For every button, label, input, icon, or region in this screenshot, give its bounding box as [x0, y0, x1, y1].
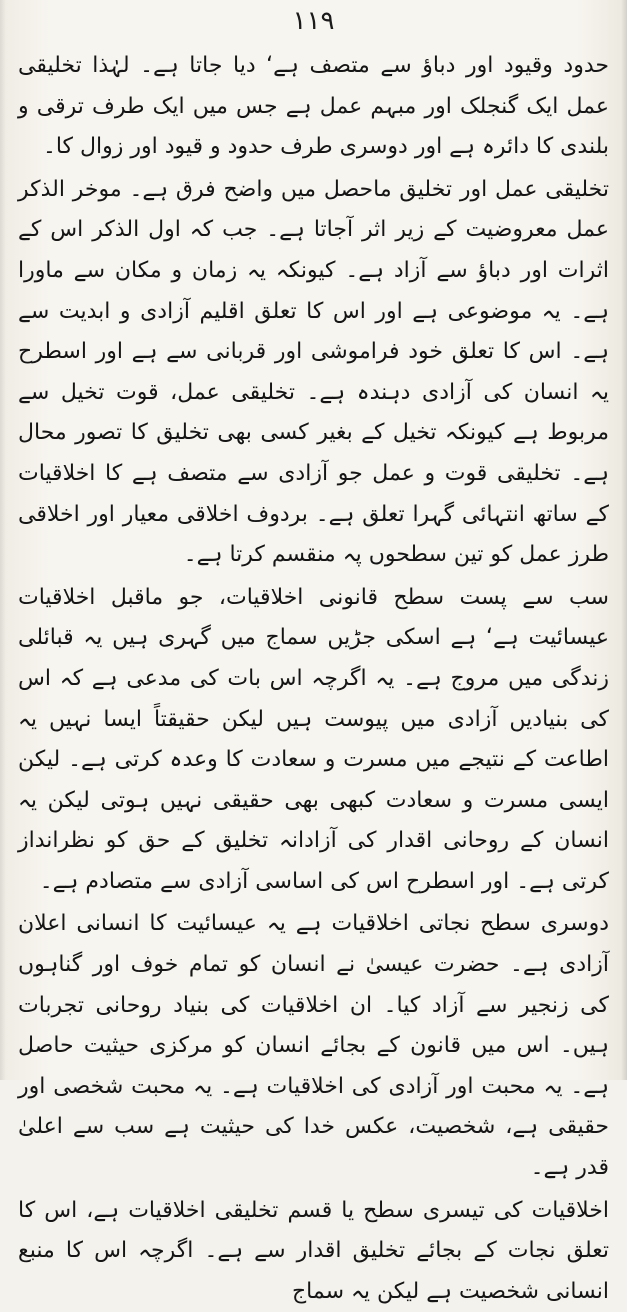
- paragraph-4: دوسری سطح نجاتی اخلاقیات ہے یہ عیسائیت کا انسانی اعلان آزادی ہے۔ حضرت عیسیٰ نے انسان کو تمام خوف اور گناہوں کی زنجیر سے آزاد کیا۔ ان اخلاقیات کی بنیاد روحانی تجربات ہیں۔ اس میں قانون کے بجائے انسان کو مرکزی حیثیت حاصل ہے۔ یہ محبت اور آزادی کی اخلاقیات ہے۔ یہ محبت شخصی اور حقیقی ہے، شخصیت، عکس خدا کی حیثیت ہے سب سے اعلیٰ قدر ہے۔: [18, 911, 609, 1181]
- scan-shadow-right: [621, 0, 627, 1080]
- page-body-text: [18, 46, 609, 1312]
- paragraph-3: سب سے پست سطح قانونی اخلاقیات، جو ماقبل اخلاقیات عیسائیت ہے‘ ہے اسکی جڑیں سماج میں گہری ہیں یہ قبائلی زندگی میں مروج ہے۔ یہ اگرچہ اس بات کی مدعی ہے کہ اس کی بنیادیں آزادی میں پیوست ہیں لیکن حقیقتاً ایسا نہیں یہ اطاعت کے نتیجے میں مسرت و سعادت کا وعدہ کرتی ہے۔ لیکن ایسی مسرت و سعادت کبھی بھی حقیقی نہیں ہوتی لیکن یہ انسان کے روحانی اقدار کی آزادانہ تخلیق کے حق کو نظرانداز کرتی ہے۔ اور اسطرح اس کی اساسی آزادی سے متصادم ہے۔: [18, 584, 609, 894]
- scan-shadow-left: [0, 0, 6, 1080]
- paragraph-2: تخلیقی عمل اور تخلیق ماحصل میں واضح فرق ہے۔ موخر الذکر عمل معروضیت کے زیر اثر آجاتا ہے۔ جب کہ اول الذکر اس کے اثرات اور دباؤ سے آزاد ہے۔ کیونکہ یہ زمان و مکان سے ماورا ہے۔ یہ موضوعی ہے اور اس کا تعلق اقلیم آزادی و ابدیت سے ہے۔ اس کا تعلق خود فراموشی اور قربانی سے ہے اور اسطرح یہ انسان کی آزادی دہندہ ہے۔ تخلیقی عمل، قوت تخیل سے مربوط ہے کیونکہ تخیل کے بغیر کسی بھی تخلیق کا تصور محال ہے۔ تخلیقی قوت و عمل جو آزادی سے متصف ہے کا اخلاقیات کے ساتھ انتہائی گہرا تعلق ہے۔ بردوف اخلاقی معیار اور اخلاقی طرز عمل کو تین سطحوں پہ منقسم کرتا ہے۔: [18, 176, 609, 568]
- paragraph-5: اخلاقیات کی تیسری سطح یا قسم تخلیقی اخلاقیات ہے، اس کا تعلق نجات کے بجائے تخلیق اقدار سے ہے۔ اگرچہ اس کا منبع انسانی شخصیت ہے لیکن یہ سماج: [18, 1197, 609, 1304]
- paragraph-1: حدود وقیود اور دباؤ سے متصف ہے‘ دیا جاتا ہے۔ لہٰذا تخلیقی عمل ایک گنجلک اور مبہم عمل ہے جس میں ایک طرف ترقی و بلندی کا دائرہ ہے اور دوسری طرف حدود و قیود اور زوال کا۔: [18, 53, 609, 160]
- page-number: ١١٩: [292, 6, 335, 36]
